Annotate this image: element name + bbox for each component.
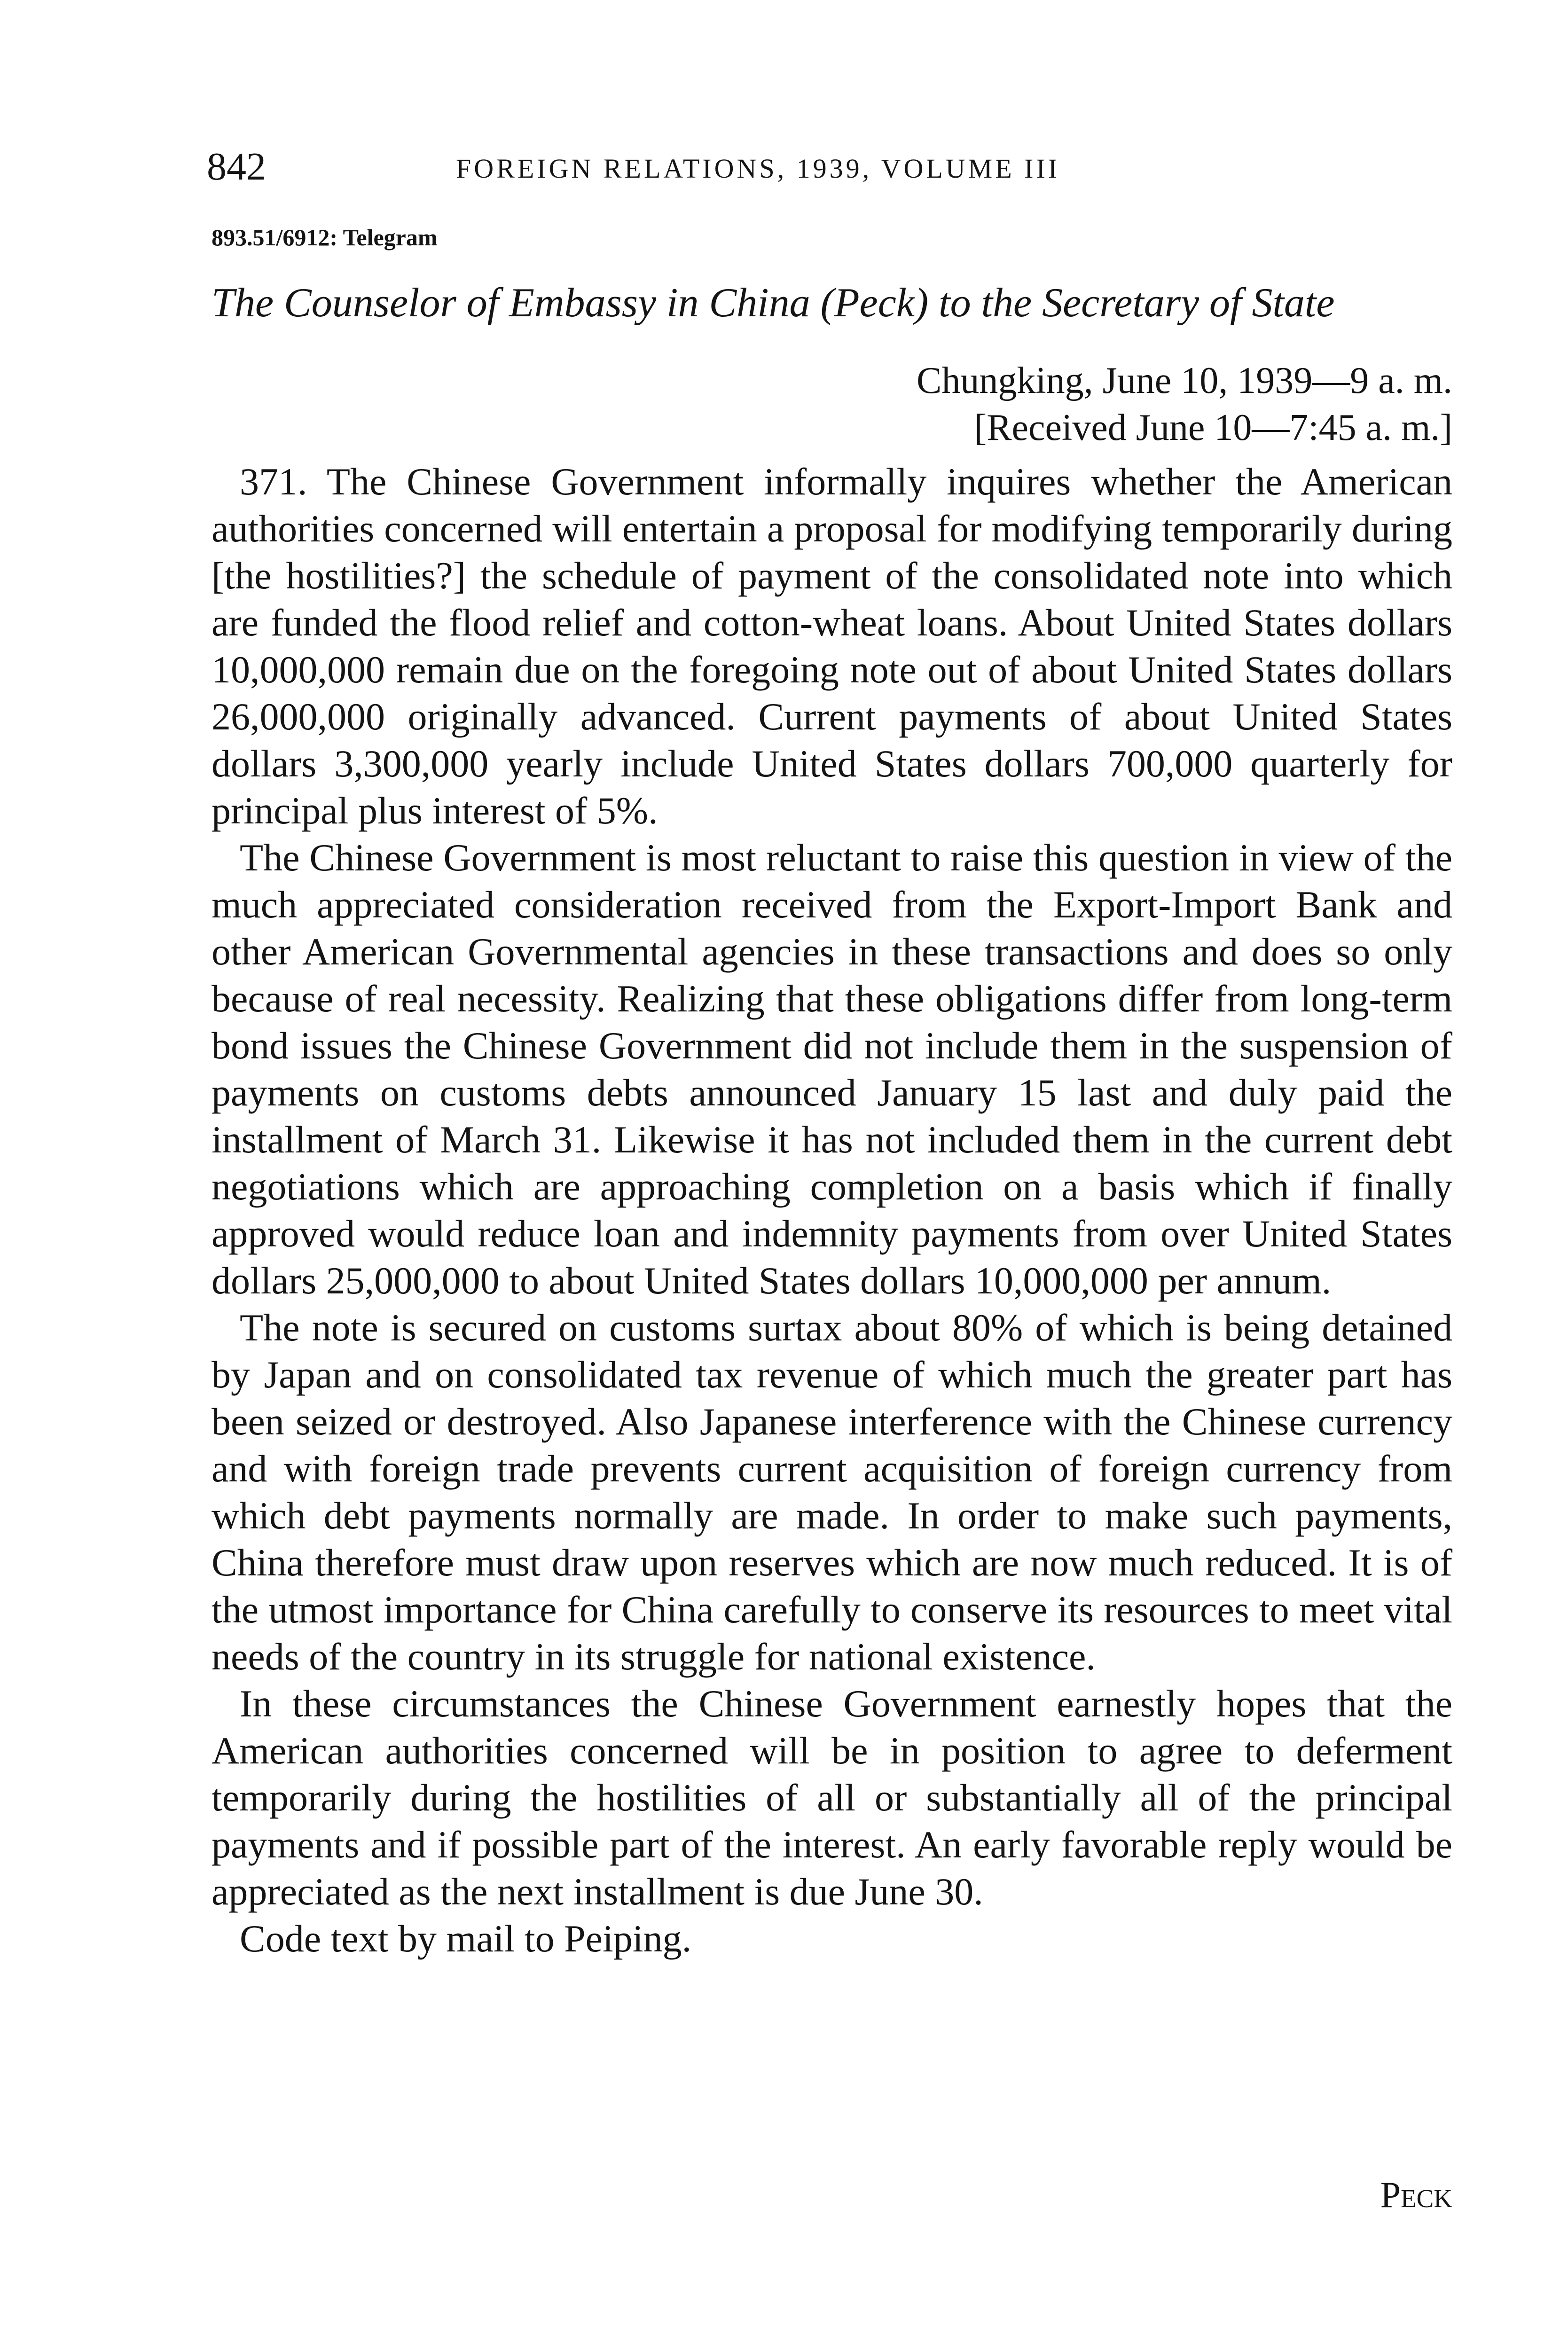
running-head (207, 141, 1429, 202)
telegram-body (212, 458, 1452, 1962)
signature: Peck (1380, 2174, 1452, 2215)
paragraph-4: In these circumstances the Chinese Government earnestly hopes that the American authorities concerned will be in position to agree to deferment temporarily during the hostilities of all or substantially all of the principal payments and if possible part of the interest. An early favorable reply would be appreciated as the next installment is due June 30. (212, 1682, 1452, 1913)
paragraph-3: The note is secured on customs surtax about 80% of which is being detained by Japan and on consolidated tax revenue of which much the greater part has been seized or destroyed. Also Japanese interference with the Chinese currency and with foreign trade prevents current acquisition of foreign currency from which debt payments normally are made. In order to make such payments, China therefore must draw upon reserves which are now much reduced. It is of the utmost importance for China carefully to conserve its resources to meet vital needs of the country in its struggle for national existence. (212, 1306, 1452, 1678)
page-number: 842 (207, 145, 266, 188)
paragraph-5: Code text by mail to Peiping. (240, 1917, 692, 1960)
document-title: The Counselor of Embassy in China (Peck) to the Secretary of State (212, 280, 1335, 326)
dateline (808, 357, 1452, 451)
paragraph-1: 371. The Chinese Government informally inquires whether the American authorities concerned will entertain a proposal for modifying temporarily during [the hostilities?] the schedule of payment of the consolidated note into which are funded the flood relief and cotton-wheat loans. About United States dollars 10,000,000 remain due on the foregoing note out of about United States dollars 26,000,000 originally advanced. Current payments of about United States dollars 3,300,000 yearly include United States dollars 700,000 quarterly for principal plus interest of 5%. (212, 460, 1452, 832)
paragraph-2: The Chinese Government is most reluctant to raise this question in view of the much appreciated consideration received from the Export-Import Bank and other American Governmental agencies in these transactions and does so only because of real necessity. Realizing that these obligations differ from long-term bond issues the Chinese Government did not include them in the suspension of payments on customs debts announced January 15 last and duly paid the installment of March 31. Likewise it has not included them in the current debt negotiations which are approaching completion on a basis which if finally approved would reduce loan and indemnity payments from over United States dollars 25,000,000 to about United States dollars 10,000,000 per annum. (212, 836, 1452, 1302)
file-reference: 893.51/6912: Telegram (212, 224, 438, 251)
journal-title: FOREIGN RELATIONS, 1939, VOLUME III (456, 153, 1060, 184)
dateline-received: [Received June 10—7:45 a. m.] (974, 407, 1452, 448)
dateline-sent: Chungking, June 10, 1939—9 a. m. (917, 360, 1452, 401)
